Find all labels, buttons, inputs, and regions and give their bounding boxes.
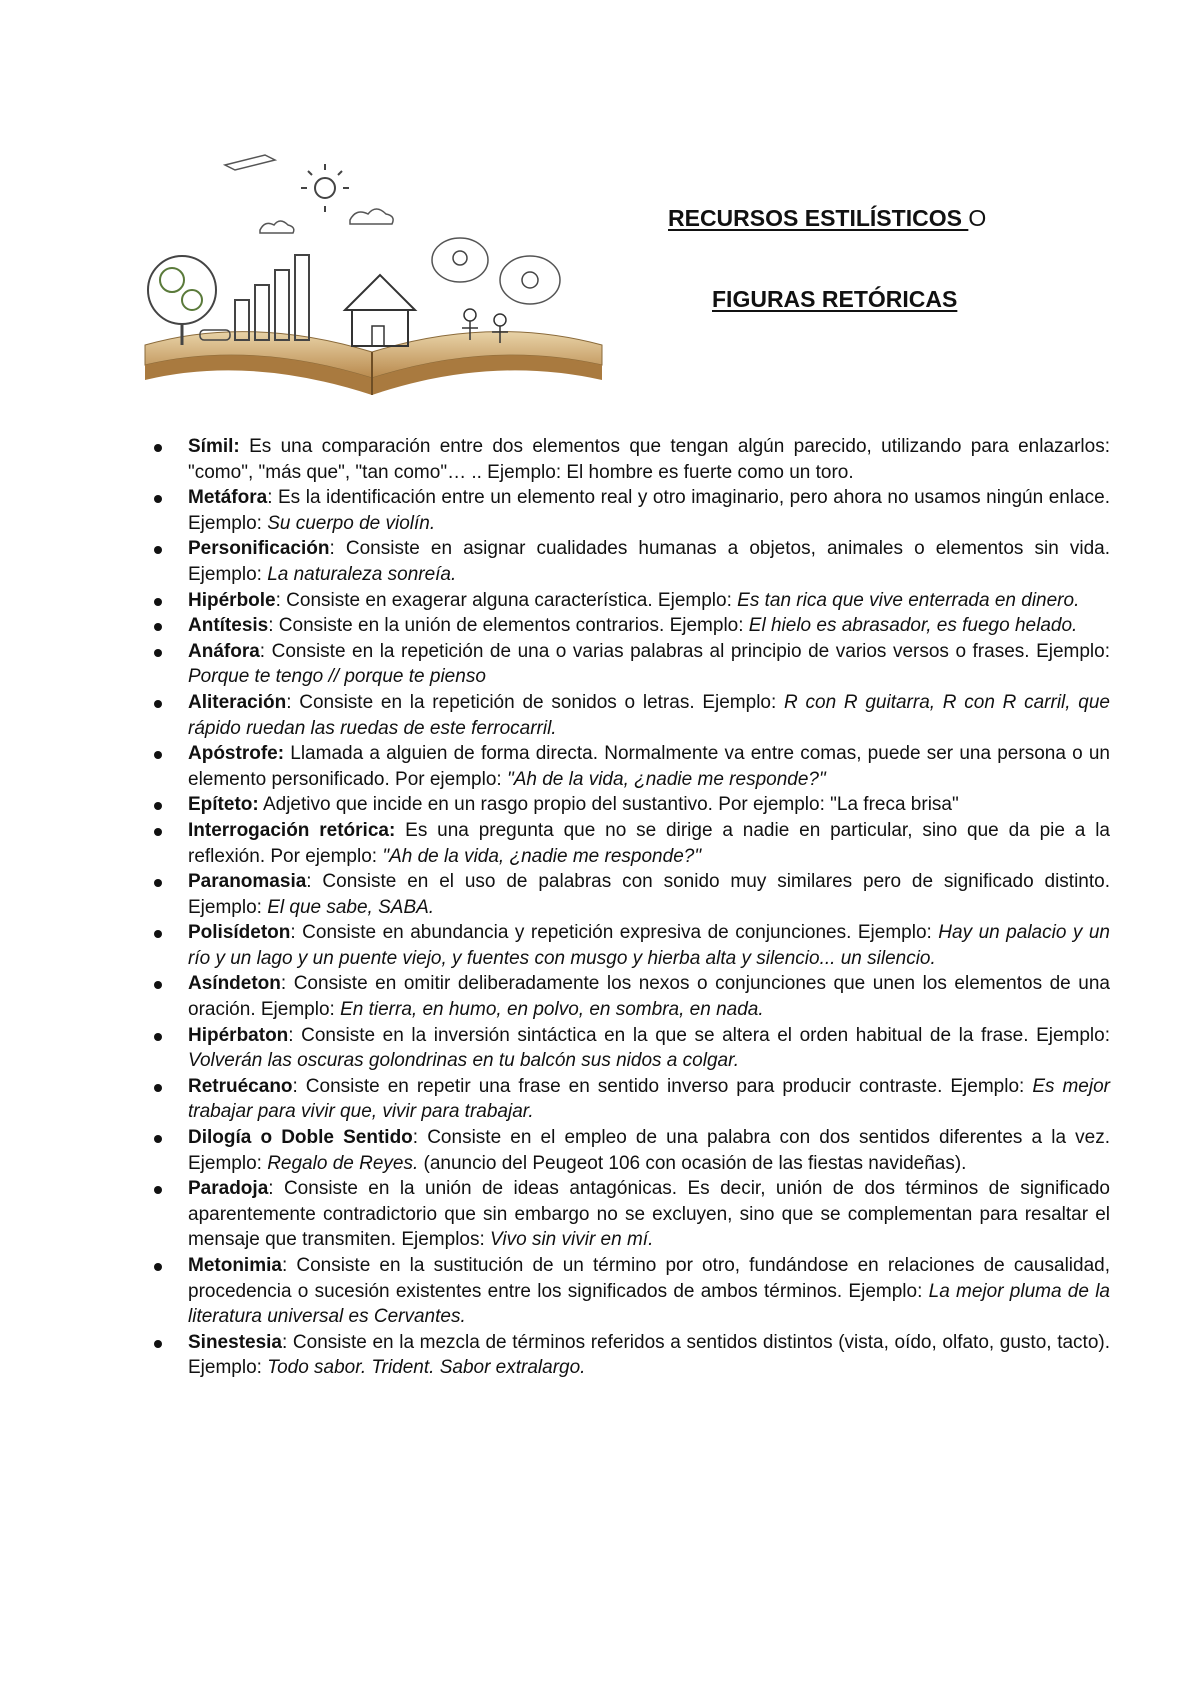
list-item bbox=[150, 485, 1110, 536]
definition: : Consiste en la inversión sintáctica en la que se altera el orden habitual de la frase. Ejemplo: bbox=[288, 1024, 1110, 1046]
definition: : Consiste en la repetición de una o varias palabras al principio de varios versos o frases. Ejemplo: bbox=[259, 640, 1110, 662]
example: Su cuerpo de violín. bbox=[267, 512, 436, 534]
definition: : Consiste en la unión de elementos contrarios. Ejemplo: bbox=[268, 615, 749, 637]
definition: : Consiste en el empleo de una palabra con dos sentidos diferentes a la vez. Ejemplo: bbox=[188, 1127, 1110, 1174]
example: Es mejor trabajar para vivir que, vivir para trabajar. bbox=[188, 1075, 1110, 1123]
example: El que sabe, SABA. bbox=[267, 896, 435, 918]
title-conjunction: O bbox=[968, 205, 987, 231]
definition: : Consiste en la repetición de sonidos o letras. Ejemplo: bbox=[286, 691, 785, 713]
term: Apóstrofe: bbox=[188, 743, 285, 765]
list-item bbox=[150, 792, 1110, 818]
definition: : Es la identificación entre un elemento real y otro imaginario, pero ahora no usamos ningún enlace. Ejemplo: bbox=[188, 487, 1110, 534]
bullet-icon bbox=[154, 751, 162, 759]
definition: Es una comparación entre dos elementos que tengan algún parecido, utilizando para enlazarlos: "como", "más que", "tan como"… .. Ejemplo: El hombre es fuerte como un toro. bbox=[188, 436, 1110, 483]
list-item bbox=[150, 690, 1110, 741]
term: Asíndeton bbox=[188, 973, 281, 995]
definition: : Consiste en exagerar alguna característica. Ejemplo: bbox=[275, 589, 738, 611]
example: "Ah de la vida, ¿nadie me responde?" bbox=[506, 768, 826, 790]
term: Anáfora bbox=[188, 640, 260, 662]
term: Metonimia bbox=[188, 1255, 282, 1276]
term: Metáfora bbox=[188, 487, 268, 509]
list-item bbox=[150, 1176, 1110, 1253]
bullet-icon bbox=[154, 1135, 162, 1143]
list-item bbox=[150, 434, 1110, 485]
example: Volverán las oscuras golondrinas en tu balcón sus nidos a colgar. bbox=[188, 1050, 739, 1072]
term: Aliteración bbox=[188, 691, 287, 713]
list-item bbox=[150, 920, 1110, 971]
list-item bbox=[150, 741, 1110, 792]
title-block bbox=[620, 205, 1100, 313]
term: Interrogación retórica: bbox=[188, 819, 396, 841]
example: "Ah de la vida, ¿nadie me responde?" bbox=[382, 845, 702, 867]
list-item bbox=[150, 971, 1110, 1022]
bullet-icon bbox=[154, 802, 162, 810]
term: Personificación bbox=[188, 538, 330, 560]
term: Sinestesia bbox=[188, 1331, 282, 1353]
term: Paradoja bbox=[188, 1178, 269, 1200]
bullet-icon bbox=[154, 1340, 162, 1348]
example: Hay un palacio y un río y un lago y un puente viejo, y fuentes con musgo y hierba alta y silencio... un silencio. bbox=[188, 922, 1110, 969]
list-item bbox=[150, 1023, 1110, 1074]
title-line-2: FIGURAS RETÓRICAS bbox=[712, 286, 958, 312]
bullet-icon bbox=[154, 930, 162, 938]
bullet-icon bbox=[154, 623, 162, 631]
term: Símil: bbox=[188, 436, 240, 457]
bullet-icon bbox=[154, 981, 162, 989]
definition: : Consiste en repetir una frase en sentido inverso para producir contraste. Ejemplo: bbox=[292, 1075, 1033, 1097]
example: R con R guitarra, R con R carril, que rápido ruedan las ruedas de este ferrocarril. bbox=[188, 691, 1110, 739]
bullet-icon bbox=[154, 1186, 162, 1194]
figures-list bbox=[150, 434, 1110, 1381]
term: Retruécano bbox=[188, 1075, 293, 1097]
list-item bbox=[150, 536, 1110, 587]
title-line-1 bbox=[620, 205, 1100, 232]
list-item bbox=[150, 1253, 1110, 1330]
definition: Es una pregunta que no se dirige a nadie en particular, sino que da pie a la reflexión. Por ejemplo: bbox=[188, 819, 1110, 867]
bullet-icon bbox=[154, 495, 162, 503]
bullet-icon bbox=[154, 1263, 162, 1271]
list-item bbox=[150, 1074, 1110, 1125]
definition: : Consiste en el uso de palabras con sonido muy similares pero de significado distinto. Ejemplo: bbox=[188, 871, 1110, 918]
list-item bbox=[150, 869, 1110, 920]
term: Hipérbaton bbox=[188, 1024, 289, 1046]
term: Antítesis bbox=[188, 615, 269, 637]
example: Es tan rica que vive enterrada en dinero. bbox=[737, 589, 1080, 611]
definition: : Consiste en asignar cualidades humanas a objetos, animales o elementos sin vida. Ejemplo: bbox=[188, 538, 1110, 585]
definition: : Consiste en la unión de ideas antagónicas. Es decir, unión de dos términos de significado aparentemente contradictorio que sin embargo no se excluyen, sino que se complementan para resaltar el mensaje que transmiten. Ejemplos: bbox=[188, 1178, 1110, 1251]
definition: : Consiste en la mezcla de términos referidos a sentidos distintos (vista, oído, olfato, gusto, tacto). Ejemplo: bbox=[188, 1331, 1110, 1379]
list-item bbox=[150, 1330, 1110, 1381]
term: Polisídeton bbox=[188, 922, 291, 944]
example: Todo sabor. Trident. Sabor extralargo. bbox=[267, 1357, 586, 1379]
term: Dilogía o Doble Sentido bbox=[188, 1127, 413, 1149]
example: En tierra, en humo, en polvo, en sombra, en nada. bbox=[340, 999, 764, 1021]
bullet-icon bbox=[154, 546, 162, 554]
list-item bbox=[150, 818, 1110, 869]
bullet-icon bbox=[154, 444, 162, 452]
definition: Llamada a alguien de forma directa. Normalmente va entre comas, puede ser una persona o un elemento personificado. Por ejemplo: bbox=[188, 743, 1110, 790]
title-underlined: RECURSOS ESTILÍSTICOS bbox=[668, 205, 969, 231]
bullet-icon bbox=[154, 700, 162, 708]
term: Hipérbole bbox=[188, 589, 276, 611]
definition: : Consiste en omitir deliberadamente los nexos o conjunciones que unen los elementos de una oración. Ejemplo: bbox=[188, 973, 1110, 1021]
list-item bbox=[150, 639, 1110, 690]
definition: : Consiste en abundancia y repetición expresiva de conjunciones. Ejemplo: bbox=[290, 922, 939, 944]
definition: : Consiste en la sustitución de un término por otro, fundándose en relaciones de causalidad, procedencia o sucesión existentes entre los significados de ambos términos. Ejemplo: bbox=[188, 1255, 1110, 1302]
list-item bbox=[150, 1125, 1110, 1176]
bullet-icon bbox=[154, 1084, 162, 1092]
term: Epíteto: bbox=[188, 794, 259, 816]
example: El hielo es abrasador, es fuego helado. bbox=[748, 615, 1078, 637]
bullet-icon bbox=[154, 649, 162, 657]
example: Vivo sin vivir en mí. bbox=[490, 1229, 654, 1251]
bullet-icon bbox=[154, 879, 162, 887]
bullet-icon bbox=[154, 598, 162, 606]
example: La mejor pluma de la literatura universal es Cervantes. bbox=[188, 1280, 1110, 1328]
bullet-icon bbox=[154, 1033, 162, 1041]
list-item bbox=[150, 588, 1110, 614]
example: Regalo de Reyes. bbox=[267, 1152, 419, 1174]
term: Paranomasia bbox=[188, 871, 307, 893]
note: (anuncio del Peugeot 106 con ocasión de las fiestas navideñas). bbox=[418, 1152, 967, 1174]
open-book-illustration bbox=[140, 140, 610, 405]
bullet-icon bbox=[154, 828, 162, 836]
list-item bbox=[150, 613, 1110, 639]
example: Porque te tengo // porque te pienso bbox=[188, 666, 486, 688]
definition: Adjetivo que incide en un rasgo propio del sustantivo. Por ejemplo: "La freca brisa" bbox=[258, 794, 959, 816]
example: La naturaleza sonreía. bbox=[267, 563, 457, 585]
